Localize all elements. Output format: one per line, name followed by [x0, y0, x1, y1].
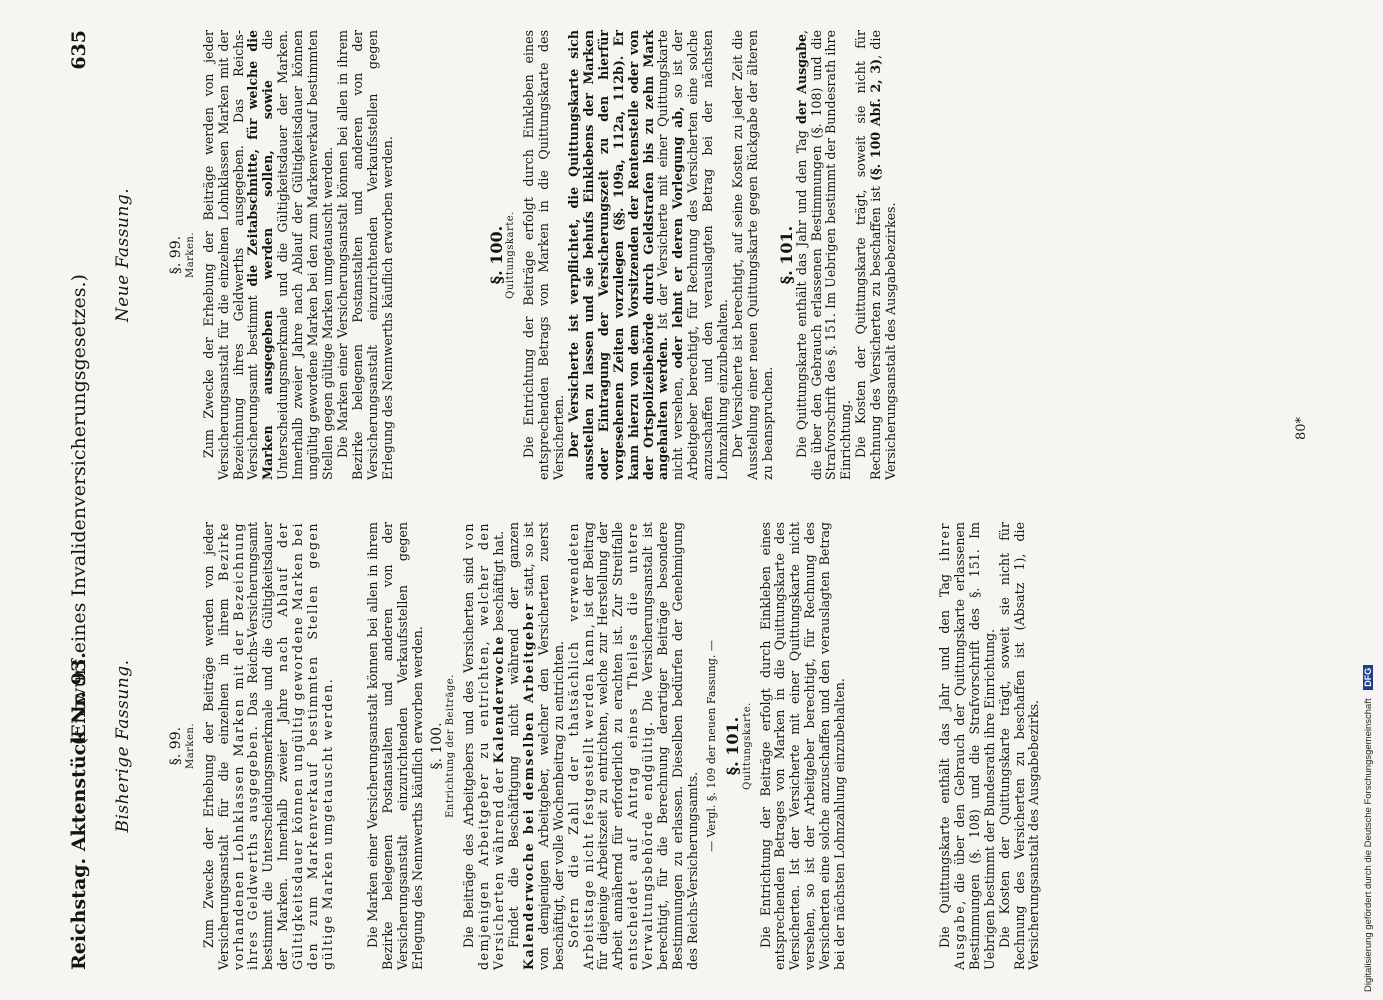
- paragraph: Die Quittungskarte enthält das Jahr und den Tag der Ausgabe, die über den Gebrauch erlassenen Bestimmungen (§. 108) und die Strafvorschrift des §. 151. Im Uebrigen bestimmt der Bundesrath ihre Einrichtung.: [793, 30, 854, 480]
- section-title: Entrichtung der Beiträge.: [445, 674, 457, 818]
- column-new-version: [113, 29, 899, 480]
- paragraph: Die Kosten der Quittungskarte trägt, soweit sie nicht für Rechnung des Versicherten zu beschaffen ist (§. 100 Abf. 2, 3), die Versicherungsanstalt des Ausgabebezirkes.: [853, 30, 899, 480]
- digitization-strip: [1363, 2, 1377, 992]
- header-left: Reichstag. Aktenstück Nr. 93.: [68, 652, 90, 970]
- paragraph: Sofern die Zahl der thatsächlich verwendeten Arbeitstage nicht festgestellt werden kann, ist der Beitrag für diejenige Arbeitszeit zu entrichten, welche zur Herstellung der Arbeit annähernd für erforderlich zu erachten ist. Zur Streitfalle entscheidet auf Antrag eines Theiles die untere Verwaltungsbehörde endgültig. Die Versicherungsanstalt ist berechtigt, für die Berechnung derartiger Beiträge besondere Bestimmungen zu erlassen. Dieselben bedürfen der Genehmigung des Reichs-Versicherungsamts.: [565, 522, 700, 970]
- running-head: [62, 30, 102, 970]
- dfg-logo: DFG: [1363, 665, 1373, 690]
- paragraph: Findet die Beschäftigung nicht während der ganzen Kalenderwoche bei demselben Arbeitgeber statt, so ist von demjenigen Arbeitgeber, welcher den Versicherten zuerst beschäftigt, der volle Wochenbeitrag zu entrichten.: [506, 522, 566, 970]
- paragraph: Die Marken einer Versicherungsanstalt können bei allen in ihrem Bezirke belegenen Postanstalten und anderen von der Versicherungsanstalt einzurichtenden Verkaufsstellen gegen Erlegung des Nennwerths käuflich erworben werden.: [334, 30, 395, 480]
- column-heading-old: Bisherige Fassung.: [113, 659, 133, 833]
- digitization-credit: Digitalisierung gefördert durch die Deutsche Forschungsgemeinschaft: [1363, 698, 1374, 992]
- section-number: §. 101.: [776, 225, 796, 285]
- section-number: §. 100.: [428, 722, 445, 770]
- paragraph: Die Marken einer Versicherungsanstalt können bei allen in ihrem Bezirke belegenen Postanstalten und anderen von der Versicherungsanstalt einzurichtenden Verkaufsstellen gegen Erlegung des Nennwerths käuflich erworben werden.: [364, 522, 425, 970]
- paragraph: Der Versicherte ist berechtigt, auf seine Kosten zu jeder Zeit die Ausstellung einer neuen Quittungskarte gegen Rückgabe der älteren zu beanspruchen.: [730, 30, 775, 480]
- column-heading-new: Neue Fassung.: [113, 187, 133, 323]
- section-number: §. 100.: [486, 225, 506, 285]
- section-title: Quittungskarte.: [505, 211, 517, 299]
- column-old-version: [113, 522, 1042, 970]
- section-title: Marken.: [184, 231, 196, 279]
- header-center: (Entwurf eines Invalidenversicherungsgesetzes.): [68, 274, 90, 745]
- paragraph: Zum Zwecke der Erhebung der Beiträge werden von jeder Versicherungsanstalt für die einzelnen Lohnklassen Marken mit der Bezeichnung ihres Geldwerths ausgegeben. Das Reichs-Versicherungsamt bestimmt die Zeitabschnitte, für welche die Marken ausgegeben werden sollen, sowie die Unterscheidungsmerkmale und die Gültigkeitsdauer der Marken. Innerhalb zweier Jahre nach Ablauf der Gültigkeitsdauer können ungültig gewordene Marken bei den zum Markenverkauf bestimmten Stellen gegen gültige Marken umgetauscht werden.: [200, 29, 335, 480]
- paragraph: Die Quittungskarte enthält das Jahr und den Tag ihrer Ausgabe, die über den Gebrauch der Quittungskarte erlassenen Bestimmungen (§. 108) und die Strafvorschrift des §. 151. Im Uebrigen bestimmt der Bundesrath ihre Einrichtung.: [936, 522, 997, 970]
- paragraph: Die Entrichtung der Beiträge erfolgt durch Einkleben eines entsprechenden Betrags von Marken in die Quittungskarte des Versicherten.: [521, 30, 567, 480]
- paragraph: Die Kosten der Quittungskarte trägt, soweit sie nicht für Rechnung des Versicherten zu beschaffen ist (Absatz 1), die Versicherungsanstalt des Ausgabebezirks.: [996, 522, 1042, 970]
- section-number: §. 99.: [167, 235, 184, 275]
- signature-mark: 80*: [1294, 416, 1309, 440]
- section-number: §. 101.: [722, 716, 742, 776]
- section-title: Quittungskarte.: [741, 702, 753, 790]
- cross-reference-note: — Vergl. §. 109 der neuen Fassung. —: [704, 640, 718, 852]
- paragraph: Die Entrichtung der Beiträge erfolgt durch Einkleben eines entsprechenden Betrages von Marken in die Quittungskarte des Versicherten. Ist der Versicherte mit einer Quittungskarte nicht versehen, so ist der Arbeitgeber berechtigt, für Rechnung des Versicherten eine solche anzuschaffen und den verauslagten Betrag bei der nächsten Lohnzahlung einzubehalten.: [757, 522, 848, 970]
- rotated-page: [62, 0, 1322, 1000]
- paragraph: Der Versicherte ist verpflichtet, die Quittungskarte sich ausstellen zu lassen und sie behufs Einklebens der Marken oder Eintragung der Versicherungszeit zu den hierfür vorgesehenen Zeiten vorzulegen (§§. 109a, 112a, 112b). Er kann hierzu von dem Vorsitzenden der Rentenstelle oder von der Ortspolizeibehörde durch Geldstrafen bis zu zehn Mark angehalten werden. Ist der Versicherte mit einer Quittungskarte nicht versehen, oder lehnt er deren Vorlegung ab, so ist der Arbeitgeber berechtigt, für Rechnung des Versicherten eine solche anzuschaffen und den verauslagten Betrag bei der nächsten Lohnzahlung einzubehalten.: [566, 30, 731, 480]
- page-number: 635: [68, 30, 90, 70]
- paragraph: Die Beiträge des Arbeitgebers und des Versicherten sind von demjenigen Arbeitgeber zu entrichten, welcher den Versicherten während der Kalenderwoche beschäftigt hat.: [461, 522, 507, 970]
- section-number: §. 99.: [167, 726, 184, 766]
- section-title: Marken.: [184, 722, 196, 770]
- paragraph: Zum Zwecke der Erhebung der Beiträge werden von jeder Versicherungsanstalt für die einzelnen in ihrem Bezirke vorhandenen Lohnklassen Marken mit der Bezeichnung ihres Geldwerths ausgegeben. Das Reichs-Versicherungsamt bestimmt die Unterscheidungsmerkmale und die Gültigkeitsdauer der Marken. Innerhalb zweier Jahre nach Ablauf der Gültigkeitsdauer können ungültig gewordene Marken bei den zum Markenverkauf bestimmten Stellen gegen gültige Marken umgetauscht werden.: [200, 522, 335, 970]
